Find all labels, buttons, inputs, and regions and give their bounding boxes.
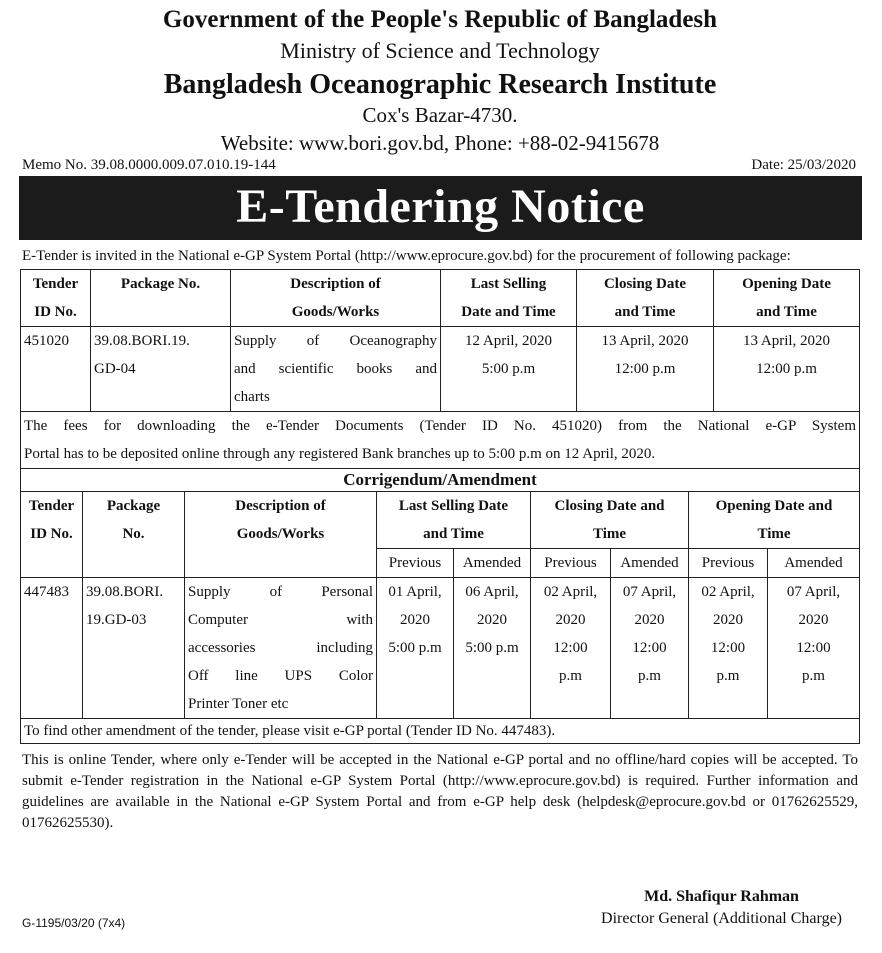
- signature-block: [601, 886, 842, 930]
- government-heading: Government of the People's Republic of Bangladesh: [162, 6, 718, 33]
- header-opening: Opening Date and Time: [714, 269, 860, 326]
- subheader-amended: Amended: [611, 548, 689, 577]
- header-tender-id: Tender ID No.: [21, 491, 83, 577]
- signatory-title: Director General (Additional Charge): [601, 910, 842, 927]
- header-last-selling: Last Selling Date and Time: [441, 269, 577, 326]
- header-opening: Opening Date and Time: [689, 491, 860, 548]
- amendment-note-row: [21, 718, 860, 743]
- cell-tender-id: 447483: [21, 577, 83, 718]
- cell-description: Supply of Personal Computer with accessories including Off line UPS Color Printer Toner etc: [185, 577, 377, 718]
- cell-tender-id: 451020: [21, 326, 91, 411]
- cell-closing-amended: 07 April, 2020 12:00 p.m: [611, 577, 689, 718]
- ministry-heading: Ministry of Science and Technology: [280, 37, 600, 63]
- subheader-previous: Previous: [377, 548, 454, 577]
- tender-table: [20, 269, 860, 469]
- memo-number: Memo No. 39.08.0000.009.07.010.19-144: [22, 156, 276, 173]
- corrigendum-header-row: [21, 491, 860, 548]
- notice-date: Date: 25/03/2020: [751, 156, 856, 173]
- notice-page: [0, 6, 882, 953]
- online-tender-paragraph: This is online Tender, where only e-Tender will be accepted in the National e-GP portal and no offline/hard copies will be accepted. To submit e-Tender registration in the National e-GP System Portal (http://www.eprocure.gov.bd) is required. Further information and guidelines are available in the National e-GP System Portal and from e-GP help desk (helpdesk@eprocure.gov.bd or 01762625529, 01762625530).: [22, 751, 858, 831]
- cell-selling-previous: 01 April, 2020 5:00 p.m: [377, 577, 454, 718]
- cell-selling-amended: 06 April, 2020 5:00 p.m: [454, 577, 531, 718]
- cell-opening: 13 April, 2020 12:00 p.m: [714, 326, 860, 411]
- corrigendum-title-row: [21, 469, 860, 492]
- corrigendum-table: [20, 469, 860, 744]
- subheader-amended: Amended: [768, 548, 860, 577]
- header-description: Description of Goods/Works: [185, 491, 377, 577]
- header-description: Description of Goods/Works: [231, 269, 441, 326]
- header-package-no: Package No.: [83, 491, 185, 577]
- cell-opening-amended: 07 April, 2020 12:00 p.m: [768, 577, 860, 718]
- memo-row: [20, 157, 860, 174]
- fees-row: [21, 411, 860, 468]
- signatory-name: Md. Shafiqur Rahman: [644, 888, 799, 905]
- corrigendum-title: Corrigendum/Amendment: [21, 469, 860, 492]
- notice-header: [20, 6, 860, 155]
- publication-code: G-1195/03/20 (7x4): [22, 916, 126, 930]
- cell-package-no: 39.08.BORI.19. GD-04: [91, 326, 231, 411]
- tender-header-row: [21, 269, 860, 326]
- table-row: [21, 577, 860, 718]
- header-closing: Closing Date and Time: [577, 269, 714, 326]
- table-row: [21, 326, 860, 411]
- amendment-note: To find other amendment of the tender, please visit e-GP portal (Tender ID No. 447483).: [21, 718, 860, 743]
- institute-heading: Bangladesh Oceanographic Research Institute: [163, 68, 717, 100]
- subheader-previous: Previous: [689, 548, 768, 577]
- cell-last-selling: 12 April, 2020 5:00 p.m: [441, 326, 577, 411]
- contact-line: Website: www.bori.gov.bd, Phone: +88-02-9415678: [220, 130, 660, 155]
- cell-opening-previous: 02 April, 2020 12:00 p.m: [689, 577, 768, 718]
- cell-closing-previous: 02 April, 2020 12:00 p.m: [531, 577, 611, 718]
- header-closing: Closing Date and Time: [531, 491, 689, 548]
- cell-package-no: 39.08.BORI. 19.GD-03: [83, 577, 185, 718]
- cell-description: Supply of Oceanography and scientific books and charts: [231, 326, 441, 411]
- address-line: Cox's Bazar-4730.: [362, 103, 518, 128]
- header-package-no: Package No.: [91, 269, 231, 326]
- header-tender-id: Tender ID No.: [21, 269, 91, 326]
- subheader-amended: Amended: [454, 548, 531, 577]
- subheader-previous: Previous: [531, 548, 611, 577]
- cell-closing: 13 April, 2020 12:00 p.m: [577, 326, 714, 411]
- notice-banner: E-Tendering Notice: [19, 176, 862, 240]
- header-last-selling: Last Selling Date and Time: [377, 491, 531, 548]
- intro-paragraph: E-Tender is invited in the National e-GP System Portal (http://www.eprocure.gov.bd) for the procurement of following package:: [22, 247, 791, 264]
- fees-note: The fees for downloading the e-Tender Documents (Tender ID No. 451020) from the National e-GP System Portal has to be deposited online through any registered Bank branches up to 5:00 p.m on 12 April, 2020.: [21, 411, 860, 468]
